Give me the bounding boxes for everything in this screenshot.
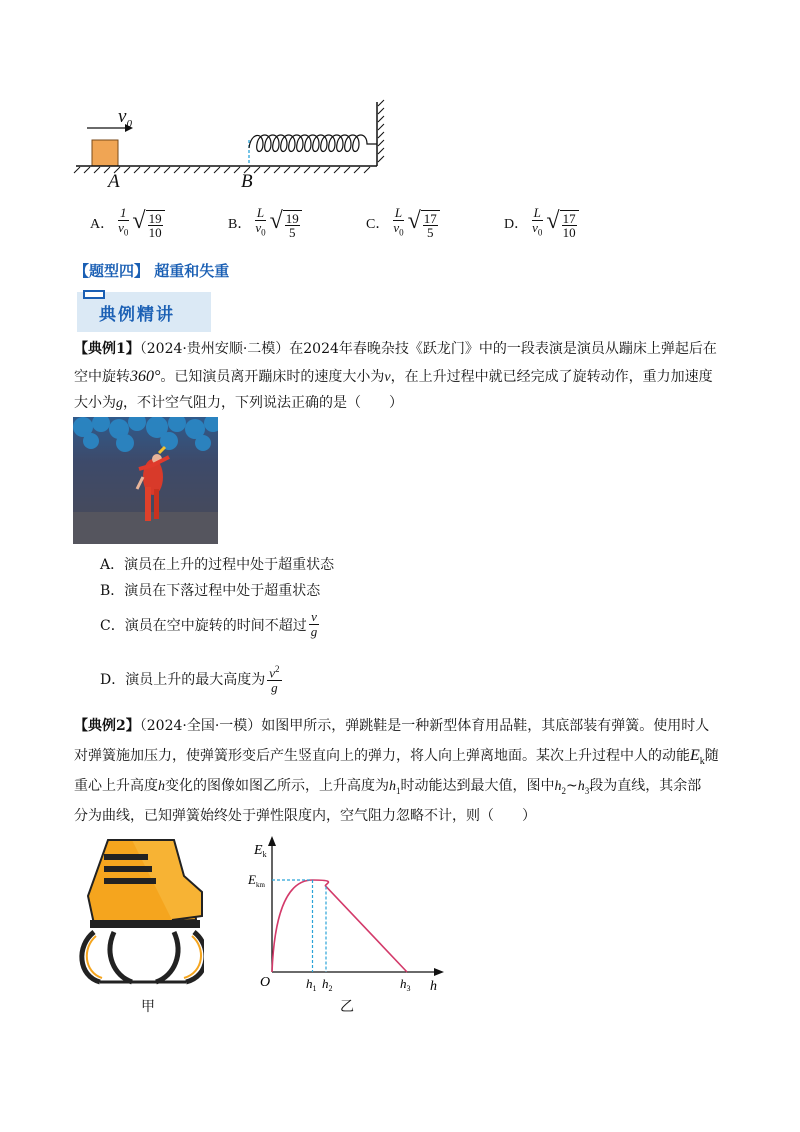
frac-num: 1: [120, 205, 127, 220]
frac-num: v: [311, 609, 317, 624]
section-title: 【题型四】 超重和失重: [74, 262, 230, 280]
option-fraction: [530, 206, 544, 240]
option-b[interactable]: [228, 206, 366, 240]
example2-text3b: 变化的图像如图乙所示，上升高度为: [165, 778, 389, 794]
acrobat-image: [73, 417, 218, 544]
option-c[interactable]: [366, 206, 504, 240]
tick-h1: $h_1$: [306, 976, 317, 993]
jumping-shoe-image: [74, 836, 204, 986]
choice-c[interactable]: [100, 610, 321, 639]
var-g: g: [116, 396, 123, 411]
choice-b[interactable]: B．演员在下落过程中处于超重状态: [100, 583, 321, 599]
acrobat-photo: [73, 417, 218, 544]
x-axis-label: h: [430, 979, 437, 994]
ek-curve: [272, 880, 407, 972]
option-d[interactable]: [504, 206, 642, 240]
example1-line3: [74, 390, 734, 417]
example1-text2c: ，在上升过程中就已经完成了旋转动作，重力加速度: [390, 369, 713, 385]
example1-text3b: ，不计空气阻力，下列说法正确的是（ ）: [123, 395, 403, 411]
option-sqrt: √ 17 5: [408, 207, 440, 239]
choice-c-text: C．演员在空中旋转的时间不超过: [100, 617, 307, 634]
caption-right: 乙: [340, 999, 354, 1015]
example2-line4: 分为曲线，已知弹簧始终处于弹性限度内，空气阻力忽略不计，则（ ）: [74, 808, 536, 824]
example2-line2: [74, 743, 734, 775]
shoe-springs: [82, 932, 204, 982]
y-axis-arrow: [268, 836, 276, 846]
var-h: h: [158, 779, 165, 794]
spring: [249, 135, 377, 152]
badge-text: 典例精讲: [99, 305, 175, 325]
option-sqrt: √ 19 10: [132, 207, 164, 239]
caption-left: 甲: [141, 999, 155, 1015]
frac-den: $v_0$: [532, 220, 543, 238]
ek-h-chart: [240, 834, 450, 1004]
v0-sub: 0: [126, 117, 132, 130]
example2-text1: （2024·全国·一模）如图甲所示，弹跳鞋是一种新型体育用品鞋，其底部装有弹簧。使用时人: [139, 718, 710, 734]
example2-text3c: 时动能达到最大值，图中: [400, 778, 555, 794]
example2-text3a: 重心上升高度: [74, 778, 158, 794]
option-letter: D．: [504, 216, 529, 232]
option-sqrt: √ 17 10: [546, 207, 578, 239]
v0-label: [118, 106, 132, 130]
point-a-label: A: [108, 171, 120, 192]
option-fraction: [253, 206, 267, 240]
example1-text1: （2024·贵州安顺·二模）在2024年春晚杂技《跃龙门》中的一段表演是演员从蹦床上弹起后在: [139, 341, 717, 357]
origin-label: O: [260, 975, 271, 990]
frac-den: $v_0$: [393, 220, 404, 238]
shoe-boot: [88, 840, 202, 928]
choice-d-text: D．演员上升的最大高度为: [100, 671, 266, 688]
option-fraction: [391, 206, 405, 240]
option-letter: C．: [366, 216, 390, 232]
tilde: ~: [566, 778, 578, 794]
choice-d-fraction: [267, 662, 281, 695]
wall-hatch: [378, 100, 384, 162]
options-row-prev: [90, 206, 642, 240]
frac-den: g: [271, 680, 278, 696]
choice-a[interactable]: A．演员在上升的过程中处于超重状态: [100, 557, 335, 573]
choice-c-fraction: [309, 610, 320, 639]
example1-text3a: 大小为: [74, 395, 116, 411]
example2-text3d: 段为直线，其余部: [589, 778, 702, 794]
example2-tag: 【典例2】: [74, 718, 140, 734]
degree-value: 360°: [130, 368, 161, 385]
example2-text2a: 对弹簧施加压力，使弹簧形变后产生竖直向上的弹力，将人向上弹离地面。某次上升过程中人的动能: [74, 748, 690, 764]
example1-text2a: 空中旋转: [74, 369, 130, 385]
frac-num: L: [394, 205, 403, 220]
ekm-label: $E_{km}$: [248, 872, 265, 889]
tick-h2: $h_2$: [322, 976, 333, 993]
frac-num: L: [533, 205, 541, 220]
point-b-label: B: [241, 171, 253, 192]
frac-den: $v_0$: [118, 220, 129, 238]
example-badge: [77, 292, 211, 332]
var-h3: $h_3$: [577, 779, 590, 796]
example1-tag: 【典例1】: [74, 341, 140, 357]
example1-line1: [74, 336, 734, 362]
v0-letter: v: [118, 106, 127, 127]
tick-h3: $h_3$: [400, 976, 411, 993]
var-h2: $h_2$: [554, 779, 566, 796]
choice-d[interactable]: [100, 662, 284, 695]
option-letter: A．: [90, 216, 115, 232]
x-axis-arrow: [434, 968, 444, 976]
var-h1: $h_1$: [389, 779, 401, 796]
frac-num: L: [256, 205, 265, 220]
example1-text2b: 。已知演员离开蹦床时的速度大小为: [160, 369, 385, 385]
example2-line3: [74, 773, 734, 804]
example1-line2: [74, 364, 734, 391]
option-sqrt: √ 19 5: [270, 207, 302, 239]
var-v: v: [384, 370, 391, 385]
example2-line1: [74, 713, 734, 739]
block-a: [92, 140, 118, 166]
y-axis-label: $E_k$: [254, 843, 267, 859]
option-fraction: [116, 206, 130, 240]
example2-text2b: 随: [704, 748, 719, 764]
var-ek: $E_k$: [690, 747, 705, 768]
option-letter: B．: [228, 216, 252, 232]
option-a[interactable]: [90, 206, 228, 240]
frac-den: $v_0$: [255, 220, 266, 238]
frac-den: g: [310, 624, 318, 639]
frac-num: $v^2$: [269, 664, 280, 681]
badge-bar-icon: [83, 290, 105, 299]
